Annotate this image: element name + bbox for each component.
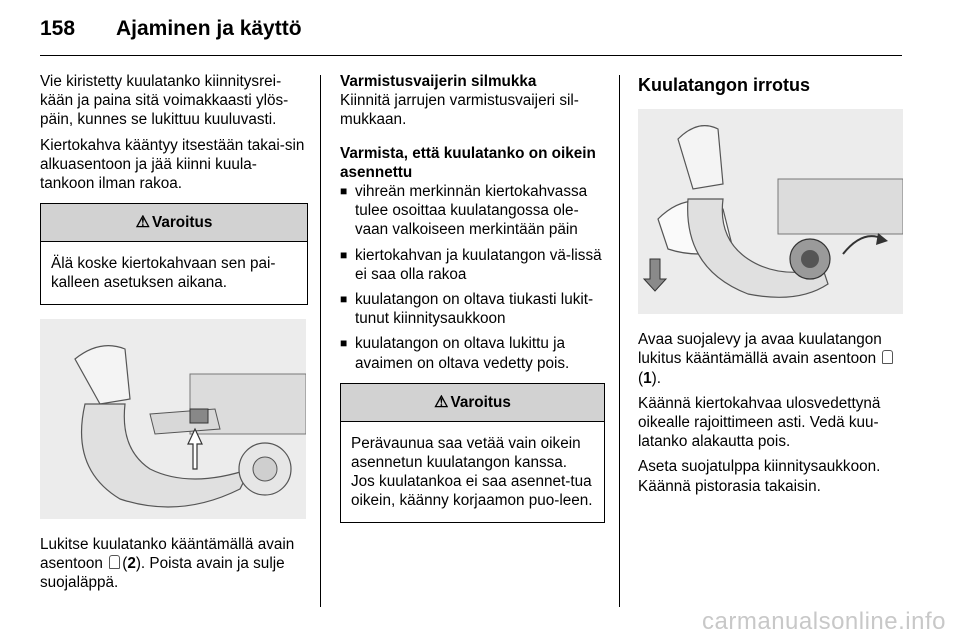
list-item: ■ vihreän merkinnän kiertokahvassa tulee osoittaa kuulatangossa ole-vaan valkoiseen merkintään päin: [340, 182, 605, 240]
list-item: ■ kuulatangon on oltava tiukasti lukit-tunut kiinnitysaukkoon: [340, 290, 605, 328]
page-header: [40, 14, 920, 50]
warning-header: [341, 384, 604, 422]
subheading: Varmistusvaijerin silmukka: [340, 73, 537, 90]
towbar-removal-drawing: [638, 109, 903, 314]
warning-text: Perävaunua saa vetää vain oikein asennetun kuulatangon kanssa. Jos kuulatankoa ei saa asennet-tua oikein, käänny korjaamon puo-leen.: [351, 434, 593, 510]
paragraph-part: Lukitse kuulatanko kääntämällä avain asentoon: [40, 535, 295, 572]
warning-box: [340, 383, 605, 523]
towbar-install-illustration: [40, 319, 306, 519]
warning-triangle-icon: ⚠: [135, 214, 150, 232]
paragraph: Lukitse kuulatanko kääntämällä avain asentoon (2). Poista avain ja sulje suojaläppä.: [40, 535, 295, 592]
warning-triangle-icon: ⚠: [434, 393, 449, 411]
warning-header: [41, 204, 307, 242]
list-item: ■ kuulatangon on oltava lukittu ja avaimen on oltava vedetty pois.: [340, 334, 605, 372]
section-title: Kuulatangon irrotus: [638, 75, 810, 95]
column-1: [40, 72, 308, 598]
paragraph-part: ). Poista avain ja sulje suojaläppä.: [40, 554, 285, 592]
paragraph: Kiertokahva kääntyy itsestään takai-sin alkuasentoon ja jää kiinni kuula-tankoon ilman rakoa.: [40, 136, 305, 193]
checklist: [340, 182, 605, 373]
position-number: 2: [127, 554, 136, 572]
paragraph: Avaa suojalevy ja avaa kuulatangon lukitus kääntämällä avain asentoon (1).: [638, 330, 903, 388]
towbar-removal-illustration: [638, 109, 903, 314]
position-number: 1: [643, 369, 652, 387]
paragraph-part: Avaa suojalevy ja avaa kuulatangon lukitus kääntämällä avain asentoon: [638, 331, 882, 368]
key-icon: [109, 555, 120, 569]
warning-text: Älä koske kiertokahvaan sen pai-kalleen asetuksen aikana.: [51, 255, 276, 292]
warning-title: Varoitus: [151, 214, 213, 232]
paragraph: Aseta suojatulppa kiinnitysaukkoon. Käännä pistorasia takaisin.: [638, 458, 881, 495]
column-divider: [320, 75, 321, 607]
list-item: ■ kiertokahvan ja kuulatangon vä-lissä ei saa olla rakoa: [340, 246, 605, 284]
paragraph: Vie kiristetty kuulatanko kiinnitysrei-kään ja paina sitä voimakkaasti ylös-päin, kunnes se lukittuu kuuluvasti.: [40, 73, 289, 129]
watermark: carmanualsonline.info: [702, 608, 946, 635]
column-3: [638, 76, 903, 502]
page-number: 158: [40, 17, 76, 40]
paragraph: Kiinnitä jarrujen varmistusvaijeri sil-mukkaan.: [340, 92, 579, 129]
key-icon: [882, 350, 893, 364]
paragraph: Käännä kiertokahvaa ulosvedettynä oikealle rajoittimeen asti. Vedä kuu-latanko alakautta pois.: [638, 394, 881, 451]
page-title: Ajaminen ja käyttö: [116, 17, 302, 40]
paragraph-part: ).: [651, 369, 661, 387]
column-2: [340, 72, 605, 537]
header-rule: [40, 55, 902, 56]
towbar-install-drawing: [40, 319, 306, 519]
warning-title: Varoitus: [450, 393, 511, 411]
warning-box: [40, 203, 308, 304]
subheading: Varmista, että kuulatanko on oikein asennettu: [340, 144, 596, 181]
column-divider: [619, 75, 620, 607]
